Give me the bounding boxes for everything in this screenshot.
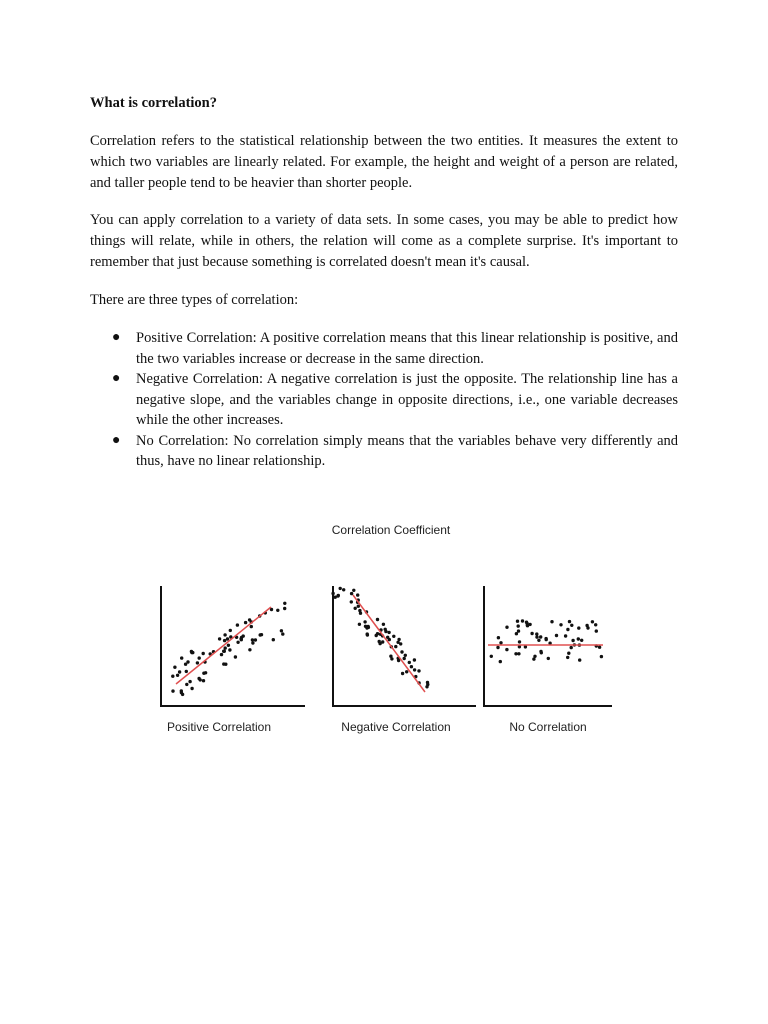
scatter-point	[378, 642, 381, 645]
scatter-point	[567, 652, 570, 655]
scatter-point	[224, 663, 227, 666]
figure-title: Correlation Coefficient	[331, 523, 451, 537]
scatter-point	[350, 592, 353, 595]
scatter-point	[387, 631, 390, 634]
scatter-point	[181, 693, 184, 696]
scatter-point	[570, 646, 573, 649]
scatter-point	[490, 655, 493, 658]
scatter-point	[514, 652, 517, 655]
scatter-point	[272, 638, 275, 641]
scatter-point	[365, 626, 368, 629]
scatter-point	[426, 683, 429, 686]
scatter-point	[600, 655, 603, 658]
bullet-icon: ●	[112, 432, 121, 448]
scatter-point	[176, 674, 179, 677]
scatter-point	[547, 657, 550, 660]
scatter-point	[578, 658, 581, 661]
scatter-point	[222, 650, 225, 653]
scatter-point	[234, 655, 237, 658]
scatter-point	[397, 659, 400, 662]
scatter-point	[405, 670, 408, 673]
scatter-point	[499, 641, 502, 644]
scatter-point	[413, 668, 416, 671]
axis-line	[333, 586, 476, 706]
scatter-point	[185, 683, 188, 686]
scatter-point	[248, 648, 251, 651]
scatter-point	[251, 641, 254, 644]
scatter-point	[276, 609, 279, 612]
scatter-point	[397, 638, 400, 641]
scatter-point	[394, 645, 397, 648]
scatter-point	[404, 654, 407, 657]
scatter-point	[339, 587, 342, 590]
label-positive-correlation: Positive Correlation	[166, 720, 272, 734]
scatter-point	[356, 593, 359, 596]
scatter-point	[517, 629, 520, 632]
scatter-point	[236, 641, 239, 644]
scatter-point	[535, 632, 538, 635]
scatter-point	[386, 636, 389, 639]
scatter-point	[202, 672, 205, 675]
section-heading: What is correlation?	[90, 95, 217, 111]
scatter-point	[220, 653, 223, 656]
scatter-point	[342, 588, 345, 591]
scatter-point	[413, 658, 416, 661]
scatter-point	[171, 675, 174, 678]
scatter-point	[496, 646, 499, 649]
scatter-point	[384, 628, 387, 631]
scatter-point	[250, 625, 253, 628]
scatter-point	[594, 623, 597, 626]
scatter-point	[417, 669, 420, 672]
scatter-point	[580, 639, 583, 642]
scatter-point	[517, 652, 520, 655]
scatter-point	[559, 623, 562, 626]
scatter-point	[352, 589, 355, 592]
scatter-point	[399, 642, 402, 645]
scatter-point	[537, 639, 540, 642]
scatter-point	[410, 665, 413, 668]
scatter-point	[521, 619, 524, 622]
scatter-point	[173, 666, 176, 669]
scatter-point	[505, 626, 508, 629]
scatter-point	[401, 672, 404, 675]
scatter-point	[350, 600, 353, 603]
scatter-point	[376, 632, 379, 635]
positive-correlation-plot	[161, 586, 305, 706]
scatter-point	[595, 629, 598, 632]
negative-correlation-plot	[331, 586, 476, 706]
scatter-point	[518, 640, 521, 643]
label-no-correlation: No Correlation	[509, 720, 587, 734]
scatter-point	[550, 620, 553, 623]
scatter-point	[190, 687, 193, 690]
scatter-point	[577, 637, 580, 640]
scatter-point	[566, 628, 569, 631]
scatter-point	[202, 679, 205, 682]
scatter-point	[242, 634, 245, 637]
scatter-point	[354, 607, 357, 610]
scatter-point	[505, 648, 508, 651]
scatter-point	[186, 660, 189, 663]
scatter-point	[525, 621, 528, 624]
label-negative-correlation: Negative Correlation	[341, 720, 451, 734]
scatter-point	[254, 638, 257, 641]
scatter-point	[389, 655, 392, 658]
scatter-point	[196, 661, 199, 664]
scatter-point	[185, 670, 188, 673]
scatter-point	[598, 646, 601, 649]
scatter-point	[499, 660, 502, 663]
scatter-point	[366, 633, 369, 636]
scatter-point	[568, 620, 571, 623]
scatter-point	[585, 624, 588, 627]
scatter-point	[535, 635, 538, 638]
scatter-point	[197, 677, 200, 680]
no-correlation-plot	[484, 586, 612, 706]
scatter-point	[357, 605, 360, 608]
list-item-text: Negative Correlation: A negative correlation is just the opposite. The relationship line has a negative slope, and the variables change in opposite directions, i.e., one variable decreases while the other increases.	[136, 371, 678, 428]
scatter-point	[202, 652, 205, 655]
scatter-point	[190, 650, 193, 653]
scatter-point	[283, 602, 286, 605]
list-item-text: No Correlation: No correlation simply means that the variables behave very differently and thus, have no linear relationship.	[136, 432, 678, 469]
bullet-icon: ●	[112, 371, 121, 386]
scatter-point	[244, 621, 247, 624]
scatter-point	[227, 644, 230, 647]
scatter-point	[259, 633, 262, 636]
scatter-point	[229, 629, 232, 632]
scatter-point	[570, 624, 573, 627]
scatter-point	[223, 633, 226, 636]
scatter-point	[236, 623, 239, 626]
scatter-point	[516, 620, 519, 623]
trend-line	[176, 607, 271, 684]
scatter-point	[359, 612, 362, 615]
scatter-point	[566, 656, 569, 659]
scatter-point	[382, 623, 385, 626]
scatter-point	[283, 607, 286, 610]
paragraph-definition: Correlation refers to the statistical relationship between the two entities. It measures the extent to which two variables are linearly related. For example, the height and weight of a person are related, and taller people tend to be heavier than shorter people.	[90, 133, 678, 191]
scatter-point	[392, 635, 395, 638]
scatter-point	[281, 632, 284, 635]
scatter-point	[400, 650, 403, 653]
scatter-point	[336, 594, 339, 597]
scatter-point	[577, 626, 580, 629]
scatter-point	[571, 639, 574, 642]
scatter-point	[280, 629, 283, 632]
trend-line	[353, 595, 425, 692]
scatter-point	[526, 624, 529, 627]
scatter-point	[564, 634, 567, 637]
scatter-point	[539, 650, 542, 653]
scatter-point	[591, 620, 594, 623]
scatter-point	[188, 680, 191, 683]
scatter-point	[555, 634, 558, 637]
list-item-text: Positive Correlation: A positive correlation means that this linear relationship is positive, and the two variables increase or decrease in the same direction.	[136, 330, 678, 367]
scatter-point	[363, 620, 366, 623]
scatter-point	[358, 623, 361, 626]
scatter-point	[223, 639, 226, 642]
scatter-point	[228, 648, 231, 651]
scatter-point	[517, 624, 520, 627]
scatter-point	[226, 637, 229, 640]
scatter-point	[530, 632, 533, 635]
scatter-point	[178, 670, 181, 673]
paragraph-application: You can apply correlation to a variety of data sets. In some cases, you may be able to predict how things will relate, while in others, the relation will come as a complete surprise. It's important to remember that just because something is correlated doesn't mean it's causal.	[90, 212, 678, 270]
scatter-point	[240, 638, 243, 641]
scatter-point	[403, 657, 406, 660]
scatter-point	[376, 618, 379, 621]
scatter-point	[218, 637, 221, 640]
scatter-point	[331, 592, 334, 595]
scatter-point	[224, 646, 227, 649]
scatter-point	[539, 635, 542, 638]
scatter-point	[545, 638, 548, 641]
bullet-icon: ●	[112, 330, 121, 345]
paragraph-types-intro: There are three types of correlation:	[90, 292, 299, 308]
scatter-point	[171, 689, 174, 692]
scatter-point	[180, 656, 183, 659]
scatter-point	[198, 656, 201, 659]
scatter-point	[251, 638, 254, 641]
axis-line	[484, 586, 612, 706]
scatter-point	[497, 636, 500, 639]
scatter-point	[533, 655, 536, 658]
scatter-point	[408, 661, 411, 664]
